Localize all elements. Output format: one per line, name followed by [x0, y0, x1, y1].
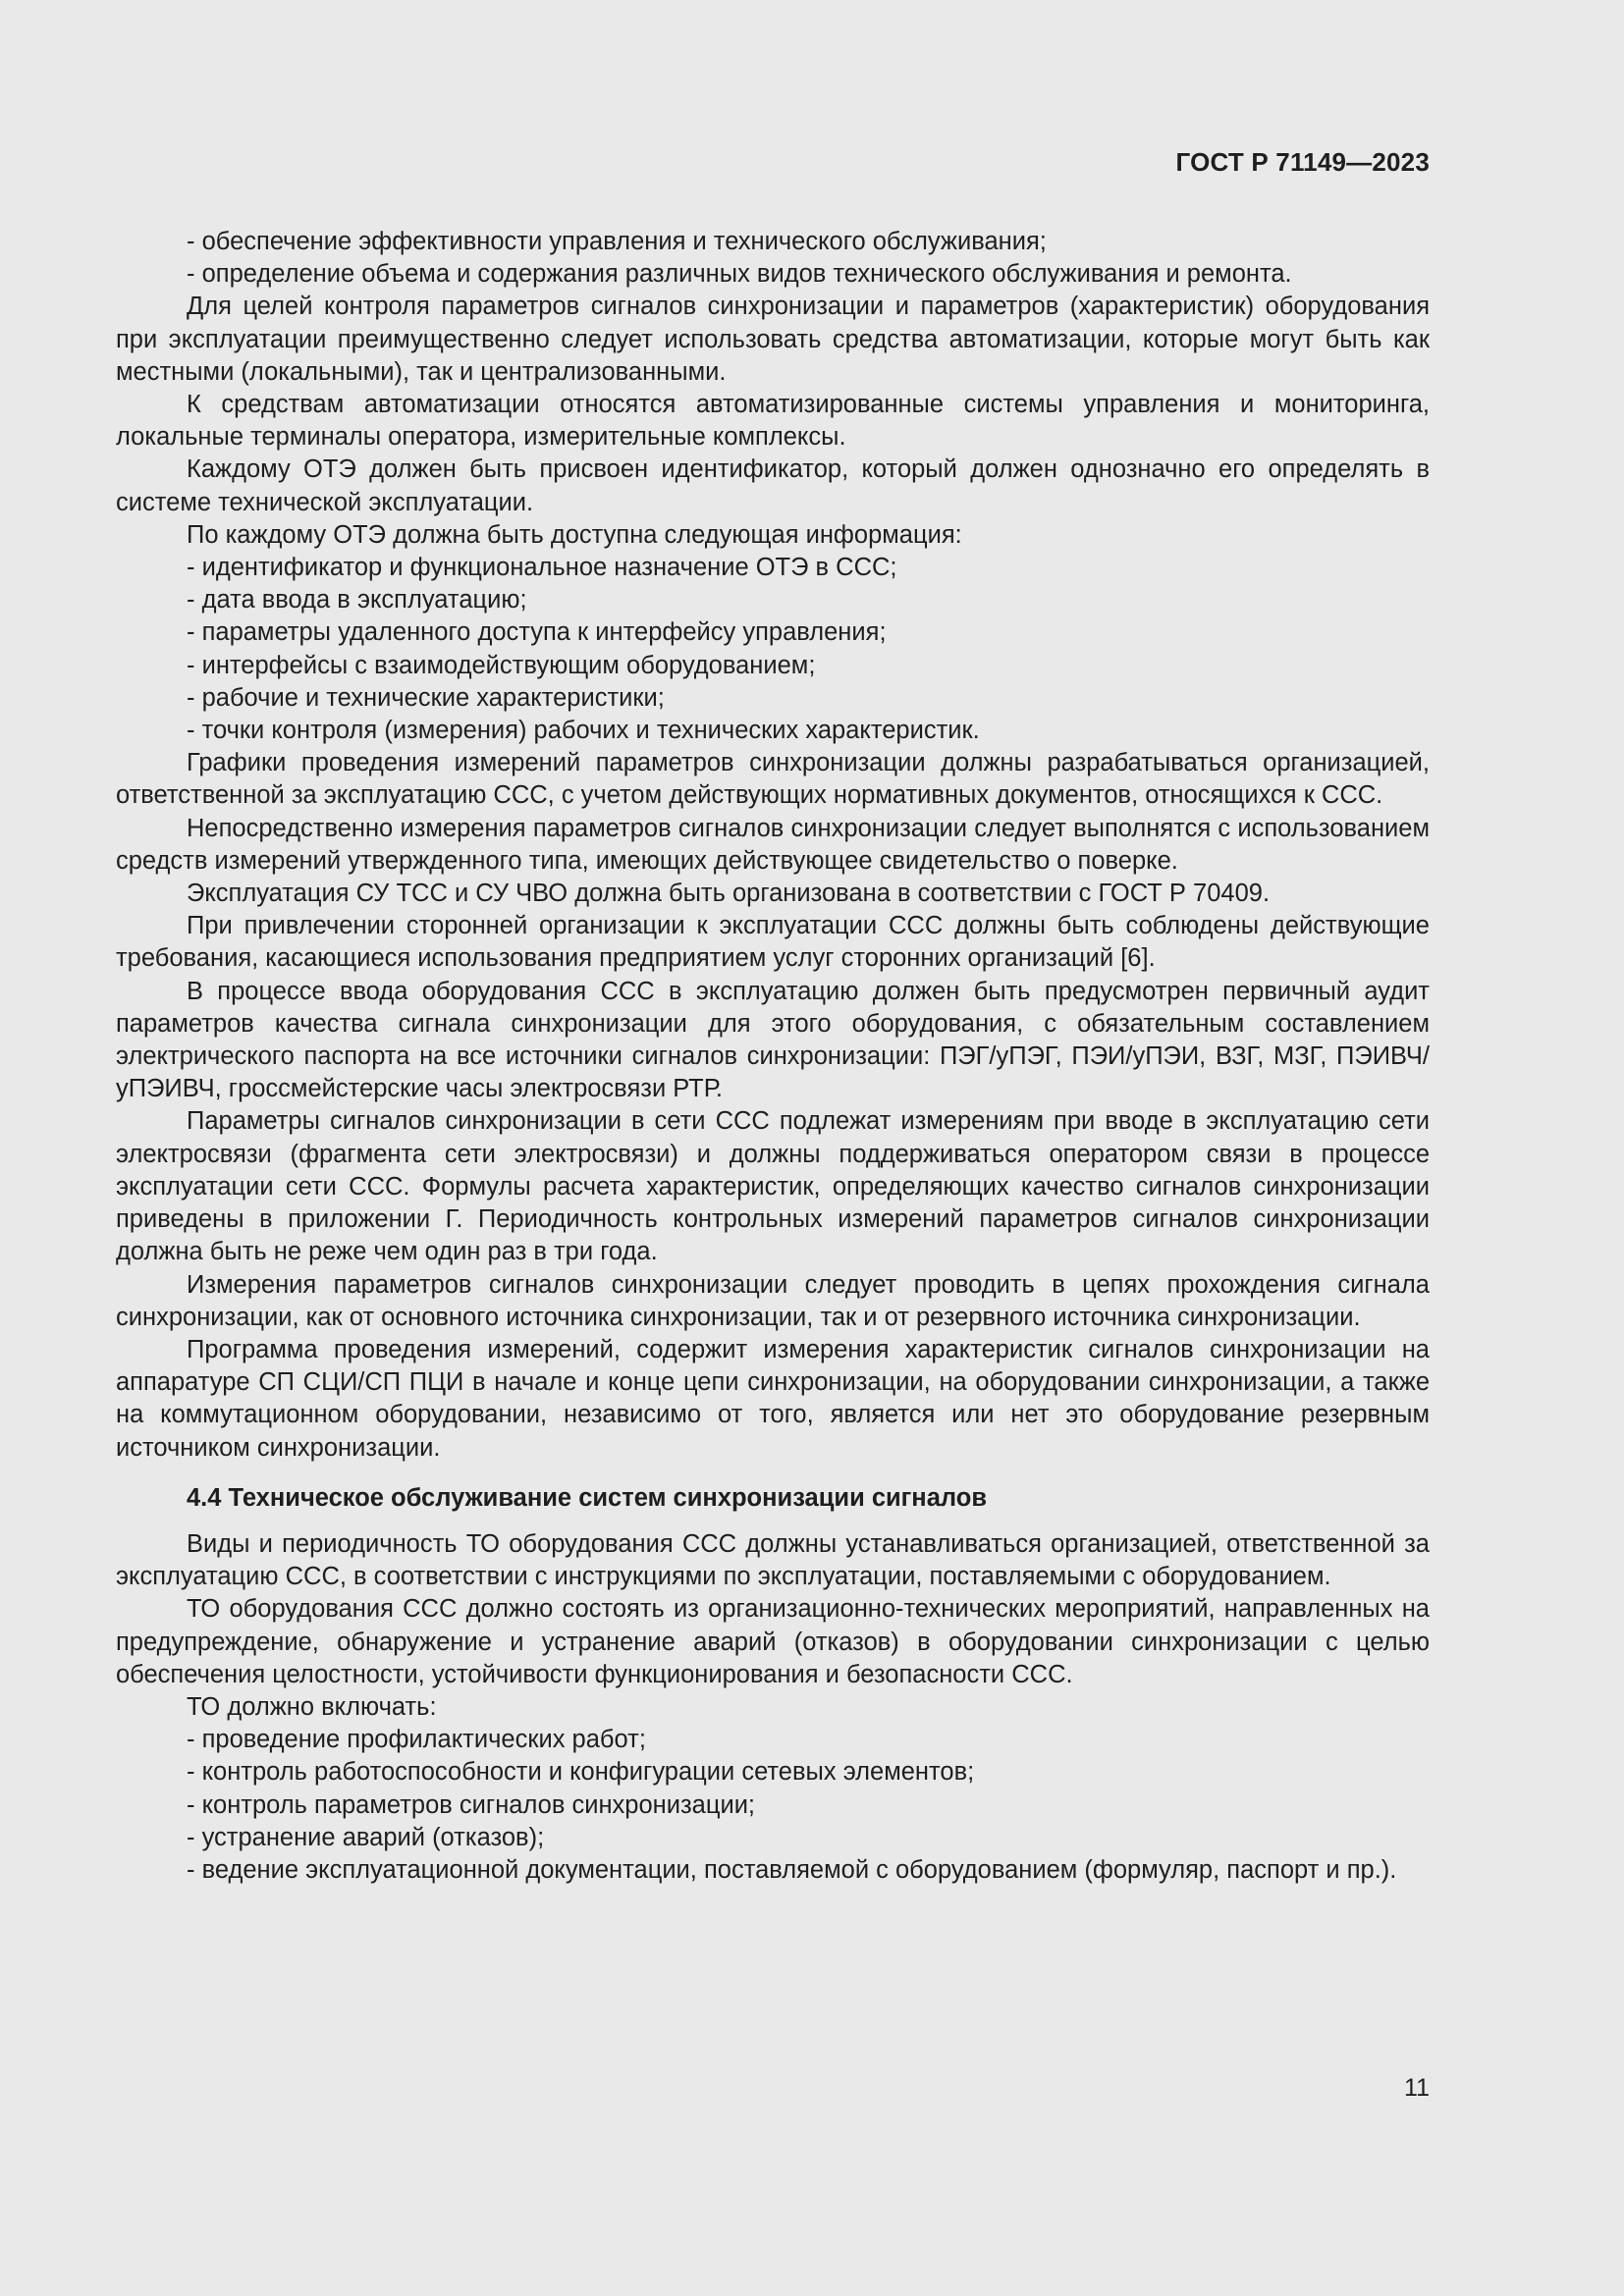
paragraph: Каждому ОТЭ должен быть присвоен идентификатор, который должен однозначно его определять в системе технической эксплуатации.	[116, 455, 1430, 516]
list-item: - параметры удаленного доступа к интерфейсу управления;	[187, 618, 887, 647]
list-item: - устранение аварий (отказов);	[187, 1823, 545, 1851]
paragraph: Виды и периодичность ТО оборудования ССС должны устанавливаться организацией, ответственной за эксплуатацию ССС, в соответствии с инструкциями по эксплуатации, поставляемыми с оборудованием.	[116, 1529, 1430, 1591]
paragraph: Графики проведения измерений параметров синхронизации должны разрабатываться организацией, ответственной за эксплуатацию ССС, с учетом действующих нормативных документов, относящихся к ССС.	[116, 749, 1430, 810]
paragraph: При привлечении сторонней организации к эксплуатации ССС должны быть соблюдены действующие требования, касающиеся использования предприятием услуг сторонних организаций [6].	[116, 912, 1430, 973]
section-heading: 4.4 Техническое обслуживание систем синхронизации сигналов	[187, 1483, 988, 1512]
list-item: - обеспечение эффективности управления и технического обслуживания;	[187, 228, 1047, 255]
list-item: - определение объема и содержания различных видов технического обслуживания и ремонта.	[187, 260, 1292, 289]
paragraph: Программа проведения измерений, содержит измерения характеристик сигналов синхронизации на аппаратуре СП СЦИ/СП ПЦИ в начале и конце цепи синхронизации, на оборудовании синхронизации, а также на коммутационном оборудовании, независимо от того, является или нет это оборудование резервным источником синхронизации.	[116, 1335, 1430, 1462]
paragraph: Параметры сигналов синхронизации в сети ССС подлежат измерениям при вводе в эксплуатацию сети электросвязи (фрагмента сети электросвязи) и должны поддерживаться оператором связи в процессе эксплуатации сети ССС. Формулы расчета характеристик, определяющих качество сигналов синхронизации приведены в приложении Г. Периодичность контрольных измерений параметров сигналов синхронизации должна быть не реже чем один раз в три года.	[116, 1107, 1430, 1266]
list-item: - рабочие и технические характеристики;	[187, 683, 665, 712]
list-item: - проведение профилактических работ;	[187, 1726, 646, 1754]
paragraph: Для целей контроля параметров сигналов синхронизации и параметров (характеристик) оборудования при эксплуатации преимущественно следует использовать средства автоматизации, которые могут быть как местными (локальными), так и централизованными.	[116, 293, 1430, 386]
list-item: - ведение эксплуатационной документации, поставляемой с оборудованием (формуляр, паспорт и пр.).	[187, 1855, 1397, 1884]
paragraph: Непосредственно измерения параметров сигналов синхронизации следует выполнятся с использованием средств измерений утвержденного типа, имеющих действующее свидетельство о поверке.	[116, 814, 1430, 875]
list-item: - дата ввода в эксплуатацию;	[187, 586, 527, 614]
list-item: - контроль работоспособности и конфигурации сетевых элементов;	[187, 1758, 975, 1787]
paragraph: Эксплуатация СУ ТСС и СУ ЧВО должна быть организована в соответствии с ГОСТ Р 70409.	[187, 880, 1271, 908]
list-item: - идентификатор и функциональное назначение ОТЭ в ССС;	[187, 554, 897, 582]
document-code-header: ГОСТ Р 71149—2023	[1175, 147, 1430, 177]
paragraph: ТО должно включать:	[187, 1692, 437, 1721]
list-item: - контроль параметров сигналов синхронизации;	[187, 1790, 756, 1819]
list-item: - интерфейсы с взаимодействующим оборудованием;	[187, 651, 816, 679]
list-item: - точки контроля (измерения) рабочих и технических характеристик.	[187, 717, 980, 745]
paragraph: Измерения параметров сигналов синхронизации следует проводить в цепях прохождения сигнала синхронизации, как от основного источника синхронизации, так и от резервного источника синхронизации.	[116, 1270, 1430, 1331]
page-body	[116, 226, 1430, 1887]
paragraph: В процессе ввода оборудования ССС в эксплуатацию должен быть предусмотрен первичный аудит параметров качества сигнала синхронизации для этого оборудования, с обязательным составлением электрического паспорта на все источники сигналов синхронизации: ПЭГ/уПЭГ, ПЭИ/уПЭИ, ВЗГ, МЗГ, ПЭИВЧ/уПЭИВЧ, гроссмейстерские часы электросвязи РТР.	[116, 977, 1430, 1103]
paragraph: По каждому ОТЭ должна быть доступна следующая информация:	[187, 520, 962, 549]
paragraph: К средствам автоматизации относятся автоматизированные системы управления и мониторинга, локальные терминалы оператора, измерительные комплексы.	[116, 391, 1430, 452]
page-number: 11	[1404, 2074, 1430, 2102]
paragraph: ТО оборудования ССС должно состоять из организационно-технических мероприятий, направленных на предупреждение, обнаружение и устранение аварий (отказов) в оборудовании синхронизации с целью обеспечения целостности, устойчивости функционирования и безопасности ССС.	[116, 1595, 1430, 1688]
